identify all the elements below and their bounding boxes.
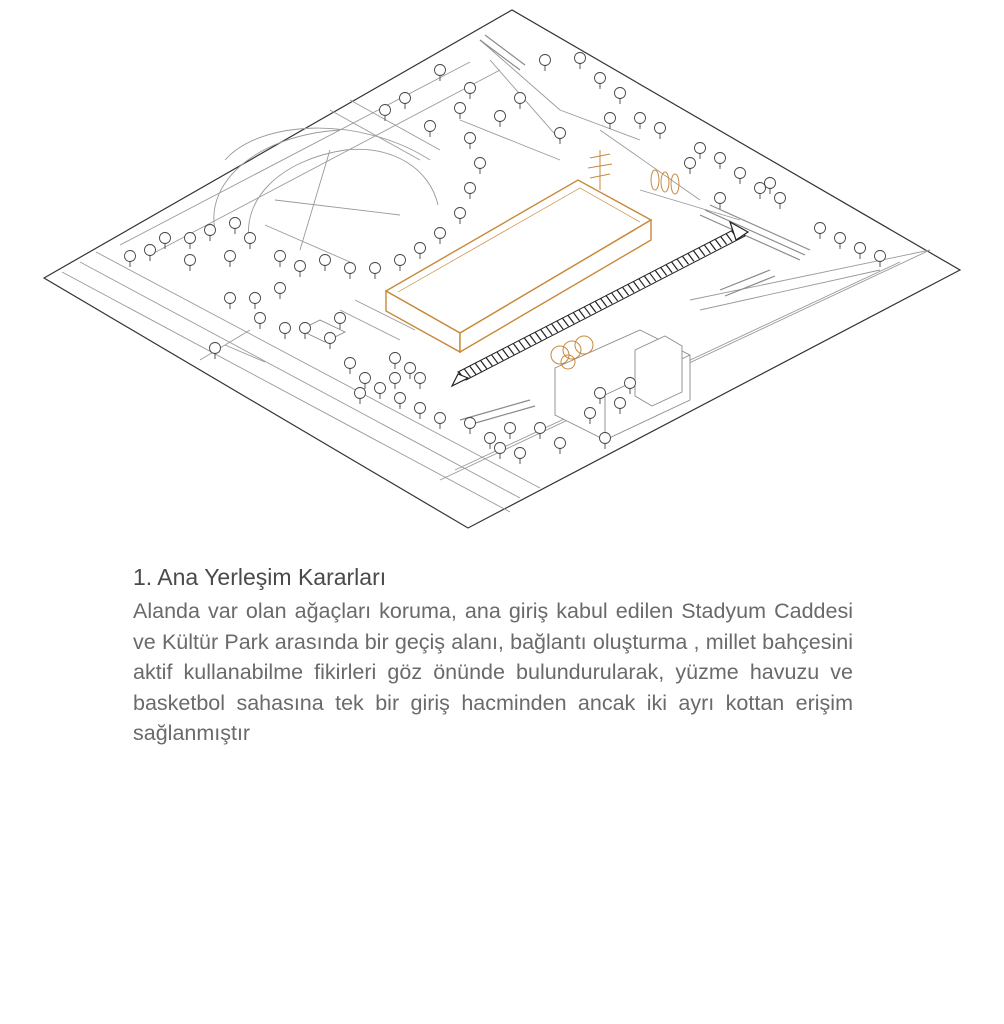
tree-icon — [655, 123, 666, 140]
axis-hatch-line — [661, 268, 667, 276]
tree-icon — [435, 228, 446, 245]
tree-icon — [145, 245, 156, 262]
axis-hatch-line — [672, 262, 678, 270]
axis-hatch-line — [623, 287, 629, 295]
tree-icon — [375, 383, 386, 400]
axis-hatch-line — [470, 366, 476, 374]
axis-hatch-line — [546, 327, 552, 335]
axis-hatch-line — [573, 313, 579, 321]
tree-icon — [360, 373, 371, 390]
tree-icon — [415, 403, 426, 420]
axis-hatch-line — [693, 251, 699, 259]
tree-icon — [495, 443, 506, 460]
axis-hatch-line — [606, 296, 612, 304]
axis-hatch-line — [677, 259, 683, 267]
axis-hatch-line — [710, 242, 716, 250]
tree-icon — [815, 223, 826, 240]
axis-hatch-line — [552, 324, 558, 332]
tree-icon — [735, 168, 746, 185]
tree-icon — [230, 218, 241, 235]
tree-icon — [755, 183, 766, 200]
caption-title: 1. Ana Yerleşim Kararları — [133, 564, 387, 590]
tree-icon — [555, 128, 566, 145]
axis-hatch-line — [464, 369, 470, 377]
tree-icon — [185, 255, 196, 272]
tree-icon — [335, 313, 346, 330]
axis-hatch-line — [497, 352, 503, 360]
tree-icon — [320, 255, 331, 272]
tree-icon — [300, 323, 311, 340]
tree-icon — [390, 353, 401, 370]
tree-icon — [245, 233, 256, 250]
axis-hatch-line — [644, 276, 650, 284]
tree-icon — [275, 283, 286, 300]
axis-hatch-line — [541, 330, 547, 338]
axis-hatch-line — [721, 236, 727, 244]
axis-hatch-line — [530, 335, 536, 343]
tree-icon — [875, 251, 886, 268]
tree-icon — [775, 193, 786, 210]
tree-icon — [225, 251, 236, 268]
tree-icon — [715, 153, 726, 170]
axis-hatch-line — [503, 349, 509, 357]
axis-hatch-line — [639, 279, 645, 287]
axis-hatch-line — [579, 310, 585, 318]
tree-icon — [355, 388, 366, 405]
tree-icon — [415, 373, 426, 390]
tree-icon — [465, 183, 476, 200]
tree-icon — [435, 413, 446, 430]
tree-icon — [225, 293, 236, 310]
tree-icon — [575, 53, 586, 70]
tree-icon — [395, 393, 406, 410]
tree-icon — [555, 438, 566, 455]
axis-hatch-line — [704, 245, 710, 253]
caption-block — [133, 560, 853, 749]
tree-icon — [345, 263, 356, 280]
tree-icon — [635, 113, 646, 130]
tree-icon — [435, 65, 446, 82]
tree-icon — [295, 261, 306, 278]
tree-icon — [835, 233, 846, 250]
tree-icon — [400, 93, 411, 110]
axis-hatch-line — [535, 332, 541, 340]
tree-icon — [465, 418, 476, 435]
tree-icon — [495, 111, 506, 128]
tree-icon — [395, 255, 406, 272]
axis-hatch-line — [682, 256, 688, 264]
tree-icon — [535, 423, 546, 440]
tree-icon — [605, 113, 616, 130]
tree-icon — [540, 55, 551, 72]
tree-icon — [250, 293, 261, 310]
tree-icon — [485, 433, 496, 450]
tree-icon — [370, 263, 381, 280]
axis-hatch-line — [557, 321, 563, 329]
axis-hatch-line — [650, 273, 656, 281]
axis-hatch-line — [699, 248, 705, 256]
axis-hatch-line — [514, 344, 520, 352]
tree-icon — [695, 143, 706, 160]
axis-hatch-line — [726, 234, 732, 242]
axis-hatch-line — [612, 293, 618, 301]
tree-icon — [515, 93, 526, 110]
tree-icon — [615, 88, 626, 105]
tree-icon — [515, 448, 526, 465]
main-building — [386, 180, 651, 352]
tree-icon — [345, 358, 356, 375]
tree-icon — [595, 73, 606, 90]
axis-hatch-line — [492, 355, 498, 363]
axis-hatch-line — [601, 299, 607, 307]
tree-icon — [465, 133, 476, 150]
tree-icon — [280, 323, 291, 340]
axis-hatch-line — [666, 265, 672, 273]
tree-icon — [425, 121, 436, 138]
axis-hatch-line — [584, 307, 590, 315]
axis-hatch-line — [568, 316, 574, 324]
tree-icon — [205, 225, 216, 242]
axis-hatch-line — [595, 301, 601, 309]
tree-icon — [685, 158, 696, 175]
tree-icon — [255, 313, 266, 330]
axis-hatch-line — [655, 270, 661, 278]
tree-icon — [160, 233, 171, 250]
tree-icon — [275, 251, 286, 268]
caption-body: Alanda var olan ağaçları koruma, ana giriş kabul edilen Stadyum Caddesi ve Kültür Park arasında bir geçiş alanı, bağlantı oluşturma , millet bahçesini aktif kullanabilme fikirleri göz önünde bulundurularak, yüzme havuzu ve basketbol sahasına tek bir giriş hacminden ancak iki ayrı kottan erişim sağlanmıştır — [133, 599, 853, 745]
tree-icon — [455, 208, 466, 225]
tree-icon — [325, 333, 336, 350]
tree-icon — [125, 251, 136, 268]
axis-hatch-line — [715, 239, 721, 247]
axis-hatch-line — [563, 318, 569, 326]
axis-hatch-line — [475, 364, 481, 372]
axis-hatch-line — [617, 290, 623, 298]
tree-icon — [390, 373, 401, 390]
axis-hatch-line — [481, 361, 487, 369]
axis-hatch-line — [524, 338, 530, 346]
axis-hatch-line — [486, 358, 492, 366]
tree-icon — [465, 83, 476, 100]
tree-icon — [415, 243, 426, 260]
tree-icon — [185, 233, 196, 250]
tree-icon — [405, 363, 416, 380]
tree-icon — [600, 433, 611, 450]
tree-icon — [715, 193, 726, 210]
axis-hatch-line — [519, 341, 525, 349]
axis-hatch-line — [628, 284, 634, 292]
tree-icon — [855, 243, 866, 260]
tree-icon — [505, 423, 516, 440]
tree-icon — [455, 103, 466, 120]
tree-icon — [380, 105, 391, 122]
axis-hatch-line — [633, 282, 639, 290]
axis-hatch-line — [508, 347, 514, 355]
axis-hatch-line — [688, 253, 694, 261]
axis-hatch-line — [590, 304, 596, 312]
tree-icon — [765, 178, 776, 195]
tree-icon — [475, 158, 486, 175]
